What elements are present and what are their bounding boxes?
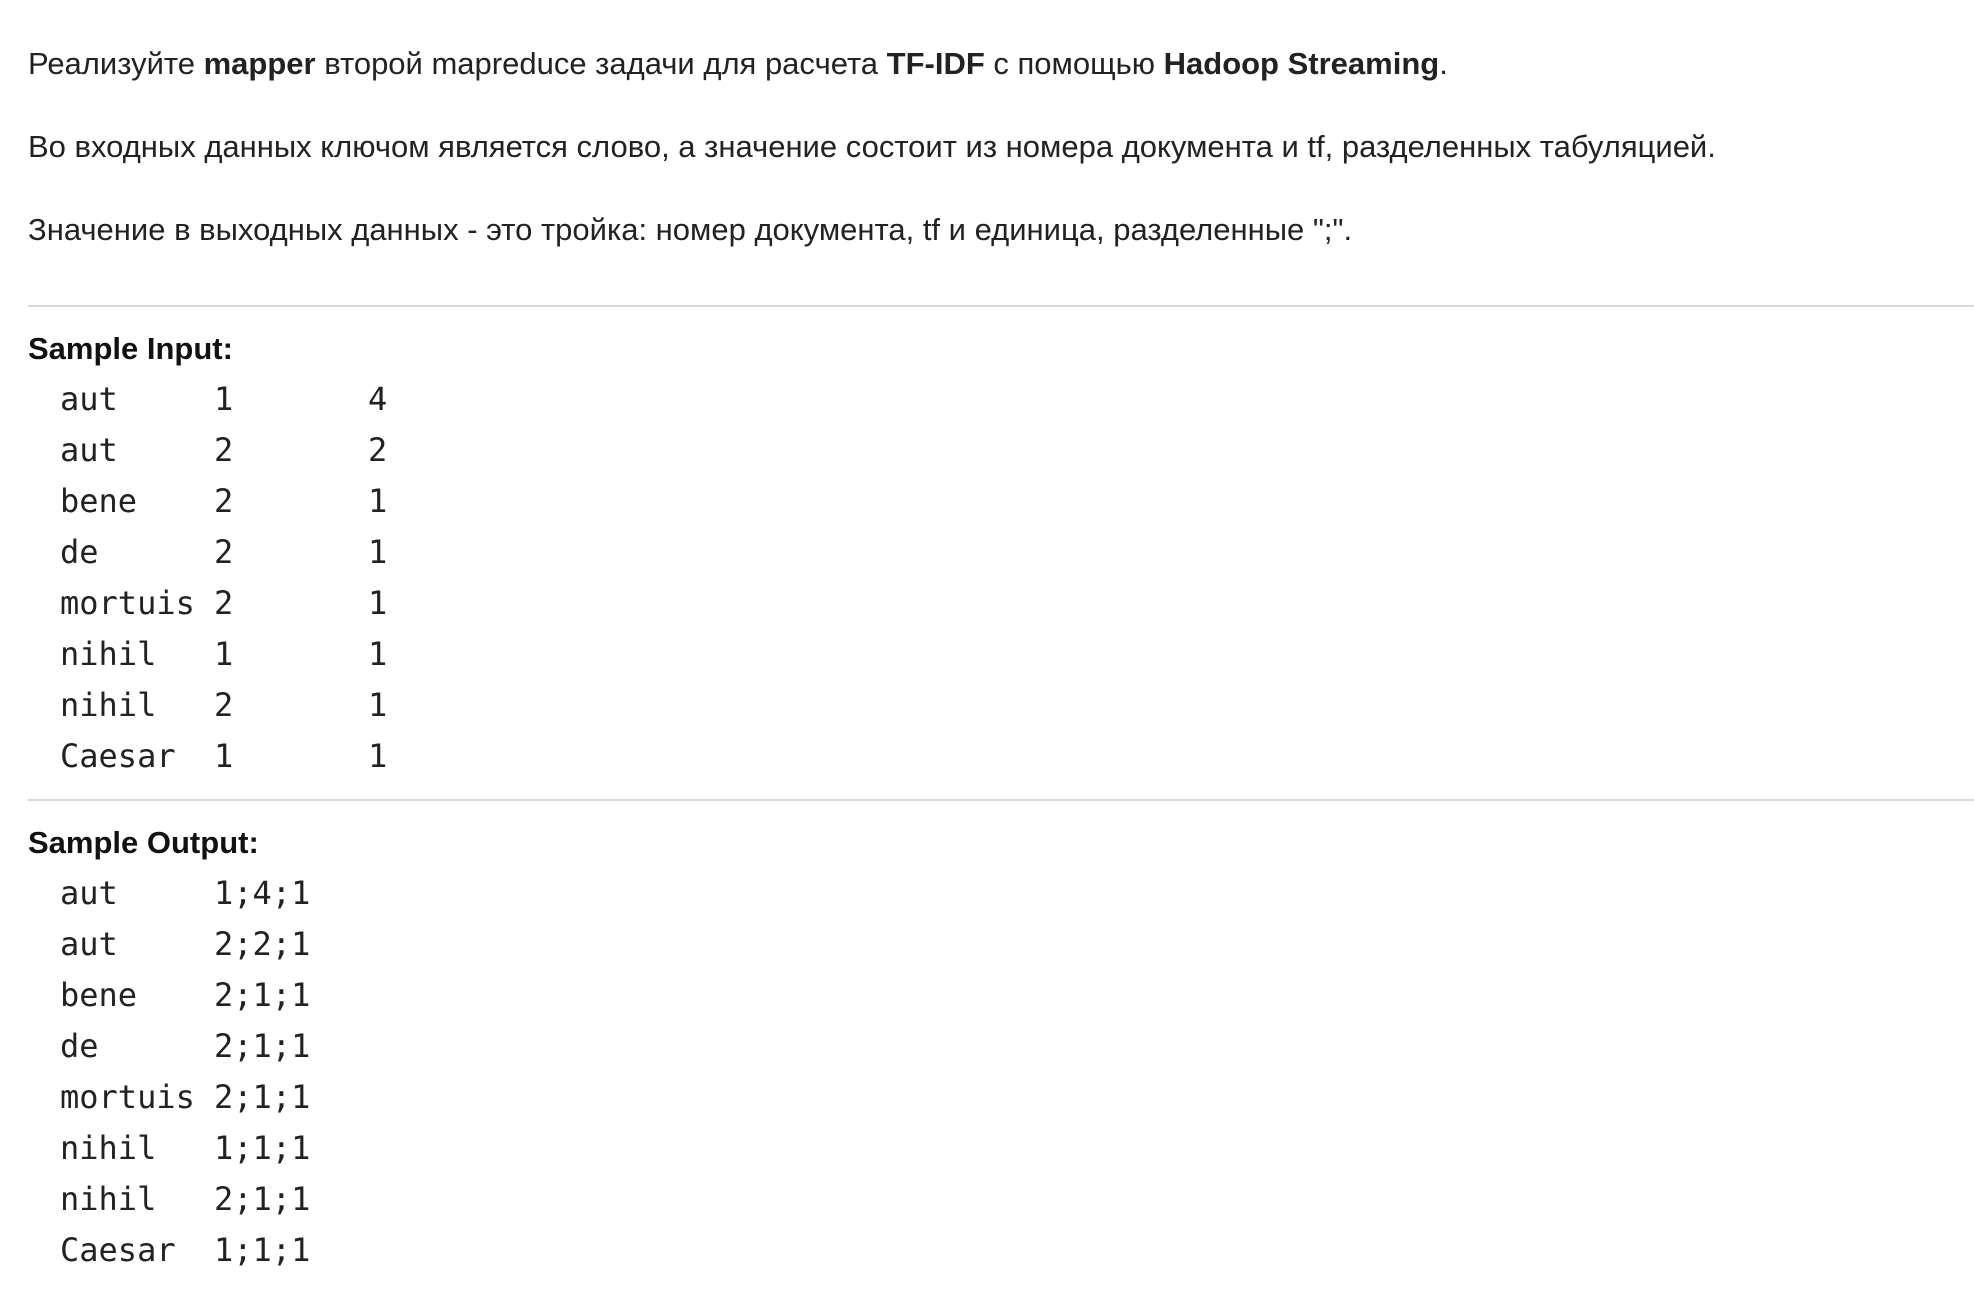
output-format-paragraph: Значение в выходных данных - это тройка: номер документа, tf и единица, разделенные ";". (28, 212, 1353, 247)
sample-input-doc: 2 (214, 482, 234, 520)
sample-output-row (60, 919, 414, 970)
sample-output-word: Caesar (60, 1231, 176, 1269)
sample-input-tf: 1 (368, 635, 388, 673)
sample-input-row (60, 578, 408, 629)
task-text-1: Реализуйте (28, 46, 204, 81)
sample-input-word: de (60, 533, 99, 571)
sample-input-doc: 1 (214, 737, 234, 775)
task-description-paragraph (28, 44, 1448, 84)
sample-output-value: 2;1;1 (214, 1078, 311, 1116)
sample-output-value: 1;1;1 (214, 1231, 311, 1269)
sample-input-doc: 1 (214, 380, 234, 418)
sample-input-doc: 2 (214, 584, 234, 622)
sample-input-tf: 1 (368, 686, 388, 724)
sample-input-word: aut (60, 431, 118, 469)
sample-input-word: nihil (60, 635, 157, 673)
sample-input-word: aut (60, 380, 118, 418)
sample-output-row (60, 1021, 414, 1072)
section-divider (28, 305, 1974, 307)
sample-input-word: nihil (60, 686, 157, 724)
sample-output-title: Sample Output: (28, 825, 259, 860)
sample-input-tf: 2 (368, 431, 388, 469)
sample-input-word: Caesar (60, 737, 176, 775)
sample-output-value: 2;1;1 (214, 976, 311, 1014)
sample-input-row (60, 527, 408, 578)
task-bold-tfidf: TF-IDF (886, 46, 985, 81)
sample-output-row (60, 1072, 414, 1123)
sample-input-row (60, 680, 408, 731)
sample-input-tf: 1 (368, 482, 388, 520)
task-text-3: с помощью (984, 46, 1164, 81)
sample-input-tf: 4 (368, 380, 388, 418)
sample-output-value: 1;4;1 (214, 874, 311, 912)
sample-input-title: Sample Input: (28, 331, 233, 366)
sample-input-row (60, 629, 408, 680)
sample-output-word: de (60, 1027, 99, 1065)
sample-output-word: aut (60, 874, 118, 912)
sample-input-word: bene (60, 482, 138, 520)
sample-input-doc: 2 (214, 686, 234, 724)
sample-output-row (60, 868, 414, 919)
sample-output-value: 2;1;1 (214, 1027, 311, 1065)
sample-output-word: bene (60, 976, 138, 1014)
sample-input-doc: 2 (214, 533, 234, 571)
sample-output-block (60, 868, 414, 1276)
task-bold-mapper: mapper (203, 46, 316, 81)
sample-output-value: 2;1;1 (214, 1180, 311, 1218)
sample-output-row (60, 1225, 414, 1276)
section-divider (28, 799, 1974, 801)
sample-input-tf: 1 (368, 737, 388, 775)
sample-input-tf: 1 (368, 584, 388, 622)
sample-input-row (60, 476, 408, 527)
sample-input-doc: 2 (214, 431, 234, 469)
sample-output-value: 2;2;1 (214, 925, 311, 963)
task-bold-hadoop-streaming: Hadoop Streaming (1163, 46, 1440, 81)
sample-output-word: nihil (60, 1129, 157, 1167)
sample-output-row (60, 970, 414, 1021)
sample-input-row (60, 425, 408, 476)
task-text-2: второй mapreduce задачи для расчета (315, 46, 887, 81)
sample-input-tf: 1 (368, 533, 388, 571)
sample-input-row (60, 731, 408, 782)
sample-output-row (60, 1123, 414, 1174)
sample-output-word: nihil (60, 1180, 157, 1218)
sample-input-row (60, 374, 408, 425)
sample-output-word: mortuis (60, 1078, 195, 1116)
sample-output-word: aut (60, 925, 118, 963)
sample-input-block (60, 374, 408, 782)
input-format-paragraph: Во входных данных ключом является слово, а значение состоит из номера документа и tf, разделенных табуляцией. (28, 129, 1716, 164)
sample-input-word: mortuis (60, 584, 195, 622)
task-text-4: . (1439, 46, 1448, 81)
sample-output-value: 1;1;1 (214, 1129, 311, 1167)
sample-input-doc: 1 (214, 635, 234, 673)
sample-output-row (60, 1174, 414, 1225)
